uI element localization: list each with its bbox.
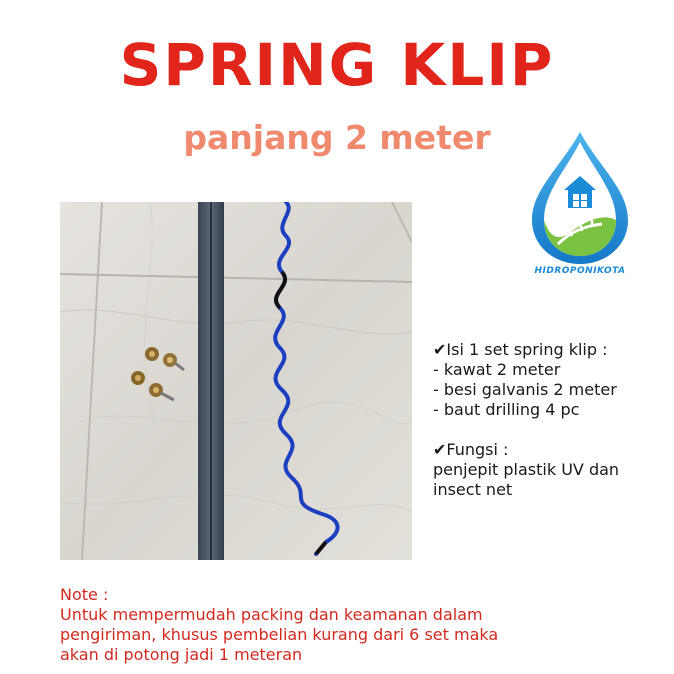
note-title: Note : <box>60 585 109 604</box>
contents-item: - besi galvanis 2 meter <box>433 380 617 399</box>
product-subtitle: panjang 2 meter <box>183 118 491 157</box>
note-line: Untuk mempermudah packing dan keamanan dalam <box>60 605 483 624</box>
product-info <box>433 340 668 500</box>
function-title: ✔Fungsi : <box>433 440 509 459</box>
note-line: akan di potong jadi 1 meteran <box>60 645 303 664</box>
note-line: pengiriman, khusus pembelian kurang dari 6 set maka <box>60 625 499 644</box>
contents-item: - baut drilling 4 pc <box>433 400 580 419</box>
product-photo <box>60 202 412 560</box>
product-title: SPRING KLIP <box>119 31 555 99</box>
contents-item: - kawat 2 meter <box>433 360 561 379</box>
brand-logo <box>520 128 640 293</box>
shipping-note <box>60 585 660 665</box>
water-drop-house-leaf-icon <box>520 128 640 268</box>
contents-title: ✔Isi 1 set spring klip : <box>433 340 608 359</box>
product-photo-image <box>60 202 412 560</box>
function-line: penjepit plastik UV dan <box>433 460 620 479</box>
brand-name: HIDROPONIKOTA <box>534 266 626 276</box>
function-line: insect net <box>433 480 513 499</box>
